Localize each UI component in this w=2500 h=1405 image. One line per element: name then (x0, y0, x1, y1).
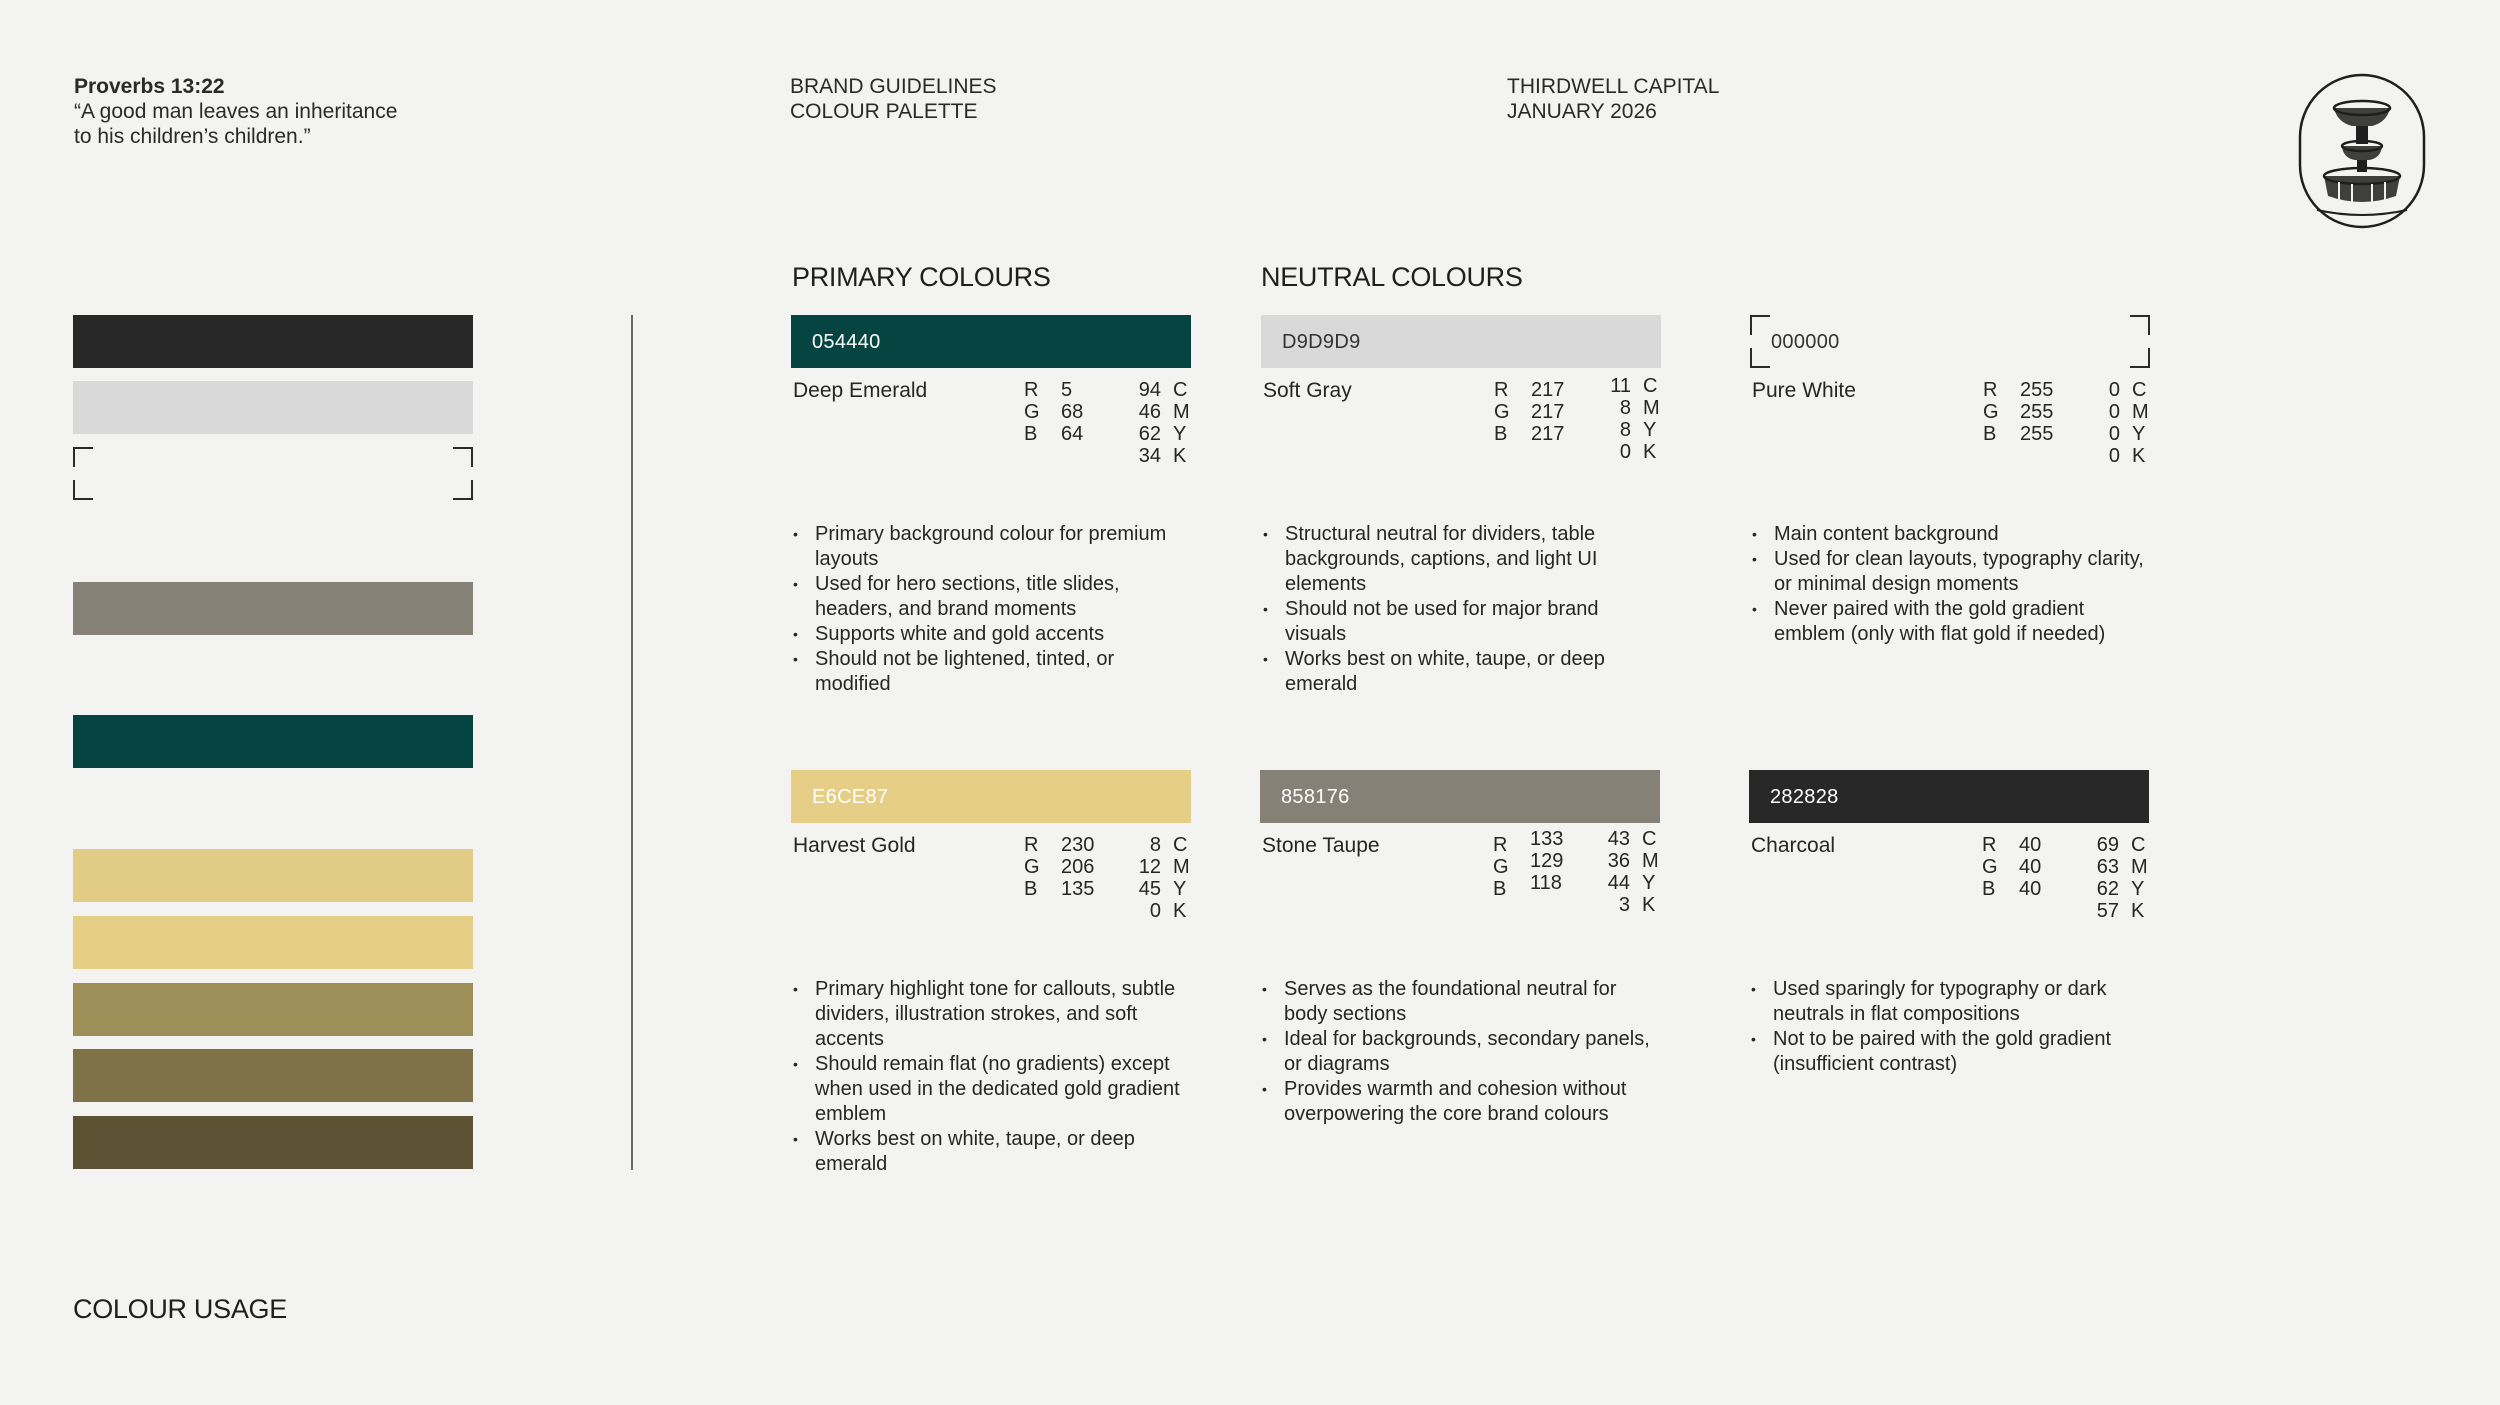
colour-name: Pure White (1752, 379, 1856, 402)
colour-bar (791, 315, 1191, 368)
list-item: • Should not be lightened, tinted, or modified (791, 647, 1191, 697)
hex-code: 858176 (1281, 786, 1350, 808)
list-item: • Works best on white, taupe, or deep emerald (791, 1127, 1191, 1177)
cmyk-values: 69 63 62 57 (2096, 834, 2119, 922)
usage-notes (791, 522, 1191, 697)
usage-swatch-gold (73, 849, 473, 902)
list-item: • Structural neutral for dividers, table backgrounds, captions, and light UI elements (1261, 522, 1661, 597)
colour-card-white (1750, 315, 2150, 645)
list-item: • Used sparingly for typography or dark neutrals in flat compositions (1749, 977, 2149, 1027)
list-item: • Serves as the foundational neutral for body sections (1260, 977, 1660, 1027)
cmyk-labels: C M Y K (1642, 828, 1659, 916)
list-item: • Supports white and gold accents (791, 622, 1191, 647)
hex-code: 000000 (1771, 331, 1840, 353)
cmyk-labels: C M Y K (2132, 379, 2149, 467)
usage-swatch-gold-light (73, 916, 473, 969)
cmyk-labels: C M Y K (1173, 379, 1190, 467)
verse-reference: Proverbs 13:22 (74, 75, 225, 98)
rgb-labels: R G B (1983, 379, 1999, 445)
cmyk-values: 0 0 0 0 (2108, 379, 2120, 467)
colour-usage-heading: COLOUR USAGE (73, 1294, 287, 1324)
rgb-labels: R G B (1024, 379, 1040, 445)
list-item: • Should remain flat (no gradients) except when used in the dedicated gold gradient emblem (791, 1052, 1191, 1127)
rgb-labels: R G B (1494, 379, 1510, 445)
colour-bar (1749, 770, 2149, 823)
list-item: • Provides warmth and cohesion without overpowering the core brand colours (1260, 1077, 1660, 1127)
list-item: • Not to be paired with the gold gradient (insufficient contrast) (1749, 1027, 2149, 1077)
cmyk-values: 43 36 44 3 (1607, 828, 1630, 916)
document-title-block (790, 74, 997, 124)
list-item: • Works best on white, taupe, or deep emerald (1261, 647, 1661, 697)
list-item: • Ideal for backgrounds, secondary panels, or diagrams (1260, 1027, 1660, 1077)
colour-name: Charcoal (1751, 834, 1836, 857)
usage-swatch-taupe (73, 582, 473, 635)
usage-swatch-soft-gray (73, 381, 473, 434)
verse-line-1: “A good man leaves an inheritance (74, 100, 398, 123)
usage-swatch-gold-dark (73, 1049, 473, 1102)
list-item: • Should not be used for major brand visuals (1261, 597, 1661, 647)
verse-block (74, 74, 397, 149)
hex-code: 054440 (812, 331, 881, 353)
colour-bar (791, 770, 1191, 823)
usage-notes (791, 977, 1191, 1177)
cmyk-values: 8 12 45 0 (1138, 834, 1161, 922)
colour-card-emerald (791, 315, 1191, 695)
usage-notes (1261, 522, 1661, 697)
usage-notes (1749, 977, 2149, 1077)
vertical-divider (631, 315, 633, 1170)
list-item: • Primary background colour for premium layouts (791, 522, 1191, 572)
usage-swatch-gold-mid (73, 983, 473, 1036)
colour-bar (1260, 770, 1660, 823)
list-item: • Main content background (1750, 522, 2150, 547)
fountain-emblem-icon (2297, 72, 2427, 230)
colour-name: Deep Emerald (793, 379, 928, 402)
rgb-values: 40 40 40 (2019, 834, 2042, 900)
hex-code: 282828 (1770, 786, 1839, 808)
colour-name: Harvest Gold (793, 834, 916, 857)
colour-card-soft-gray (1261, 315, 1661, 695)
colour-name: Soft Gray (1263, 379, 1352, 402)
rgb-values: 217 217 217 (1531, 379, 1565, 445)
rgb-values: 230 206 135 (1061, 834, 1095, 900)
company-name: THIRDWELL CAPITAL (1507, 75, 1720, 98)
rgb-labels: R G B (1982, 834, 1998, 900)
verse-line-2: to his children’s children.” (74, 125, 311, 148)
document-date: JANUARY 2026 (1507, 100, 1657, 123)
rgb-labels: R G B (1024, 834, 1040, 900)
colour-card-taupe (1260, 770, 1660, 1125)
document-subtitle: COLOUR PALETTE (790, 100, 978, 123)
colour-name: Stone Taupe (1262, 834, 1380, 857)
cmyk-labels: C M Y K (1643, 375, 1660, 463)
usage-swatch-white (73, 447, 473, 500)
usage-notes (1750, 522, 2150, 647)
colour-bar (1750, 315, 2150, 368)
hex-code: D9D9D9 (1282, 331, 1361, 353)
list-item: • Primary highlight tone for callouts, subtle dividers, illustration strokes, and soft accents (791, 977, 1191, 1052)
cmyk-values: 11 8 8 0 (1610, 375, 1631, 463)
neutral-colours-heading: NEUTRAL COLOURS (1261, 262, 1523, 292)
usage-swatch-gold-deepest (73, 1116, 473, 1169)
usage-swatch-emerald (73, 715, 473, 768)
usage-notes (1260, 977, 1660, 1127)
usage-swatch-charcoal (73, 315, 473, 368)
company-block (1507, 74, 1719, 124)
primary-colours-heading: PRIMARY COLOURS (792, 262, 1051, 292)
cmyk-values: 94 46 62 34 (1138, 379, 1161, 467)
colour-card-gold (791, 770, 1191, 1175)
rgb-labels: R G B (1493, 834, 1509, 900)
cmyk-labels: C M Y K (1173, 834, 1190, 922)
rgb-values: 5 68 64 (1061, 379, 1084, 445)
cmyk-labels: C M Y K (2131, 834, 2148, 922)
rgb-values: 133 129 118 (1530, 828, 1564, 894)
rgb-values: 255 255 255 (2020, 379, 2054, 445)
colour-bar (1261, 315, 1661, 368)
list-item: • Never paired with the gold gradient emblem (only with flat gold if needed) (1750, 597, 2150, 647)
document-title: BRAND GUIDELINES (790, 75, 997, 98)
list-item: • Used for hero sections, title slides, headers, and brand moments (791, 572, 1191, 622)
hex-code: E6CE87 (812, 786, 889, 808)
list-item: • Used for clean layouts, typography clarity, or minimal design moments (1750, 547, 2150, 597)
colour-card-charcoal (1749, 770, 2149, 1075)
